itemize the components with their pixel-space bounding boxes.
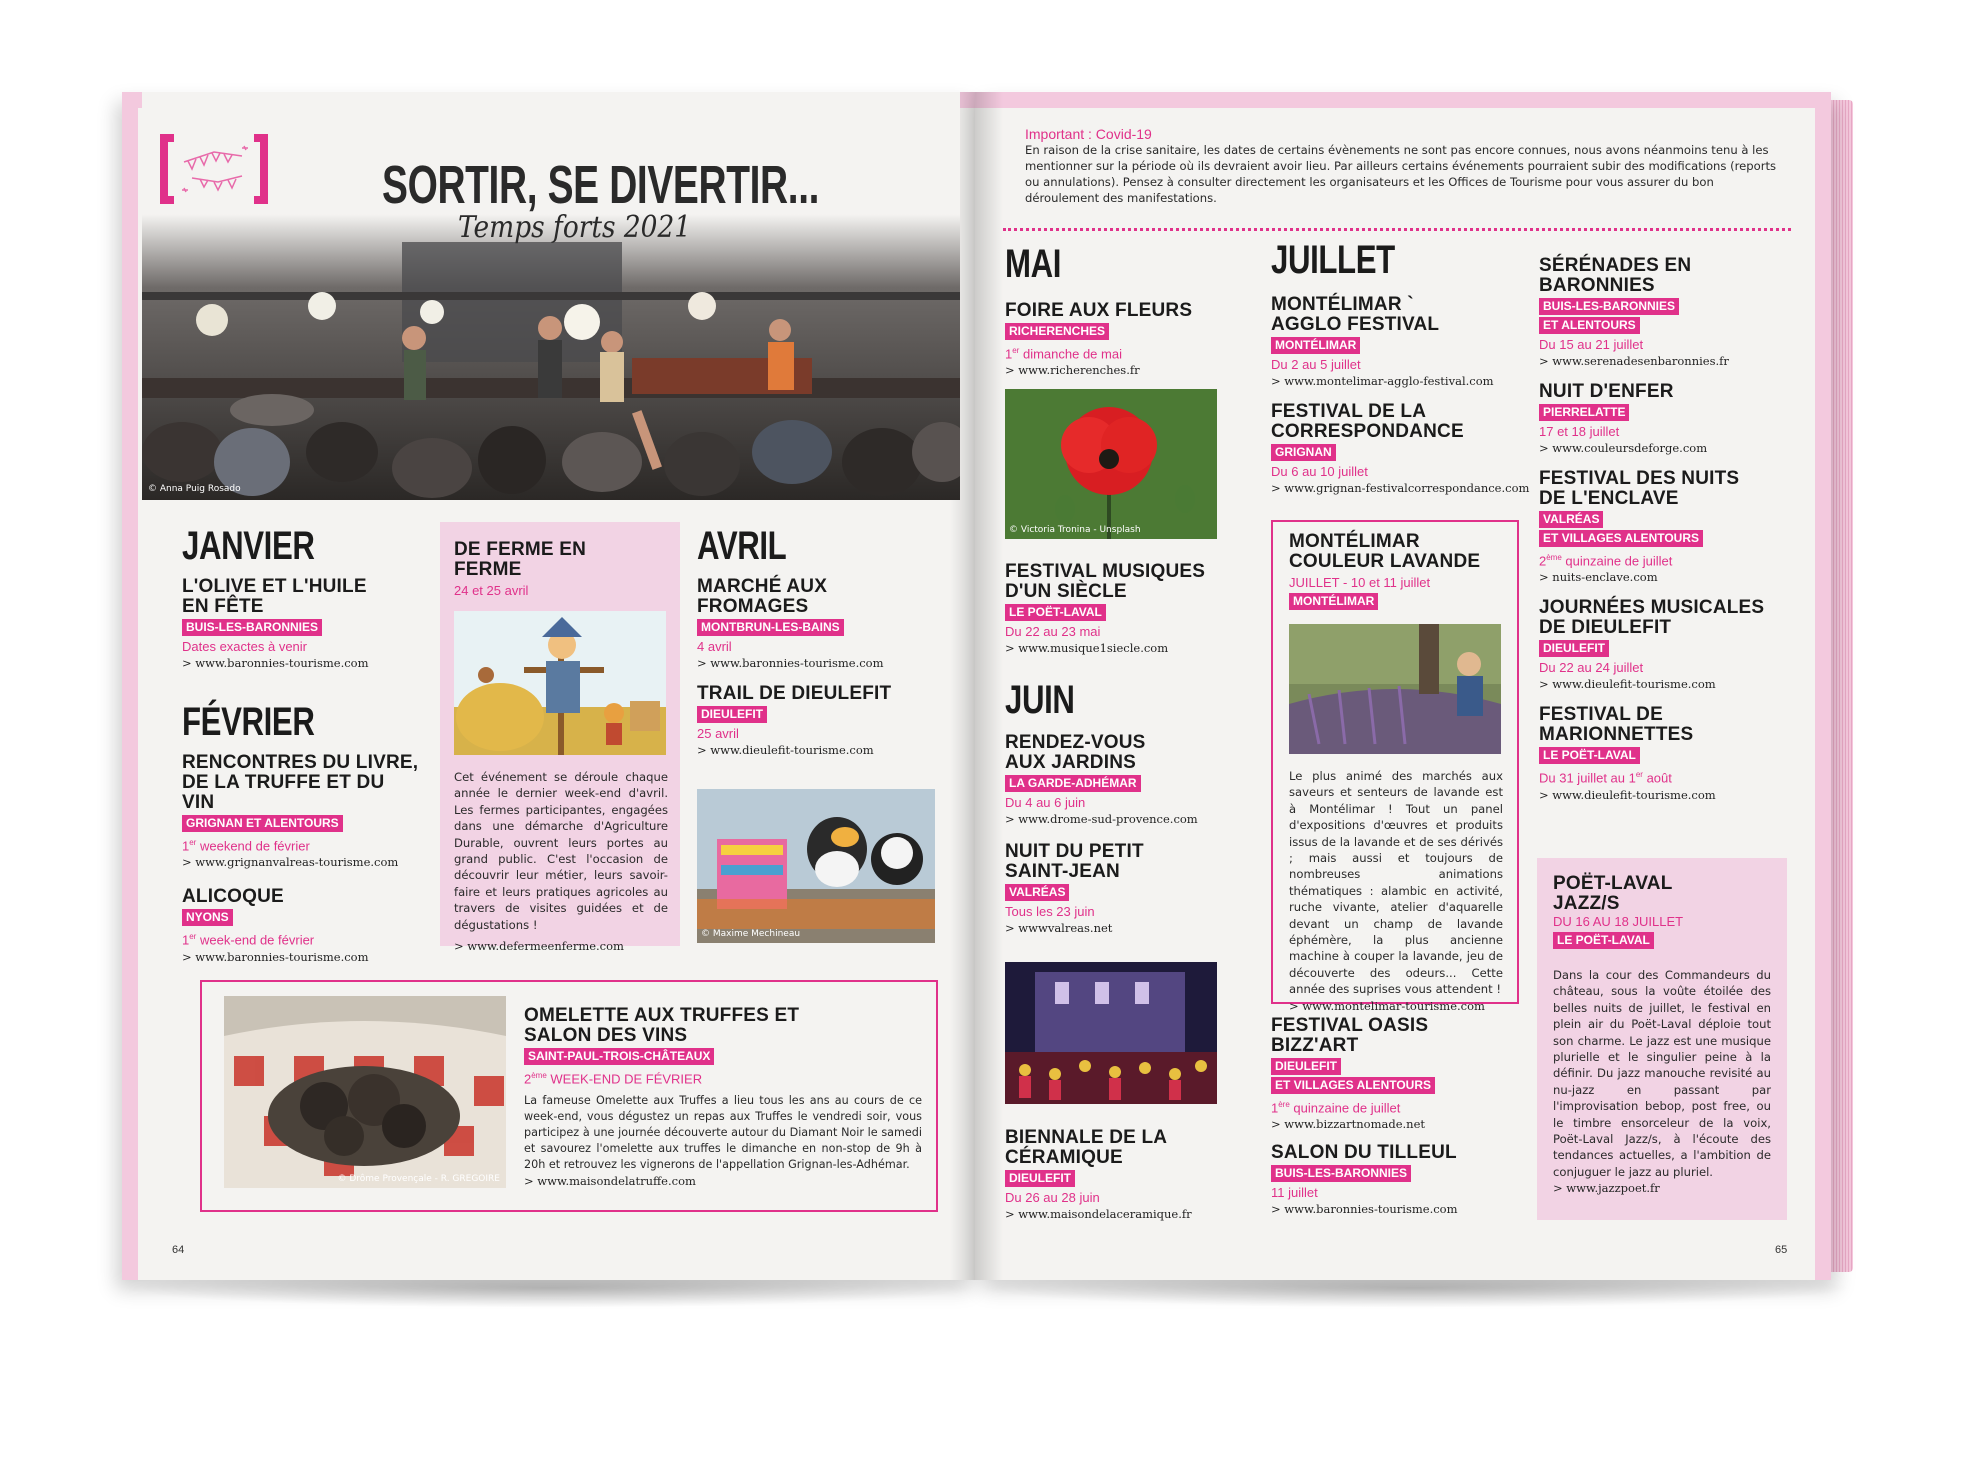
- event-date: Du 4 au 6 juin: [1005, 795, 1086, 810]
- event-date: Du 6 au 10 juillet: [1271, 464, 1368, 479]
- event-title: JOURNÉES MUSICALES DE DIEULEFIT: [1539, 597, 1765, 639]
- event-date: Du 31 juillet au 1er août: [1539, 770, 1672, 786]
- event-title: NUIT DU PETIT SAINT-JEAN: [1005, 841, 1144, 882]
- section-mai: [1005, 242, 1245, 377]
- event-url[interactable]: > www.dieulefit-tourisme.com: [1539, 677, 1716, 692]
- location-tag: LE POËT-LAVAL: [1539, 747, 1640, 764]
- event-url[interactable]: > www.maisondelaceramique.fr: [1005, 1207, 1192, 1221]
- event-url[interactable]: > www.richerenches.fr: [1005, 363, 1140, 378]
- event-title: FESTIVAL OASIS BIZZ'ART: [1271, 1015, 1429, 1056]
- event-url[interactable]: > www.serenadesenbaronnies.fr: [1539, 354, 1729, 368]
- event-url[interactable]: > www.maisondelatruffe.com: [524, 1174, 696, 1189]
- event-title: MONTÉLIMAR ` AGGLO FESTIVAL: [1271, 294, 1440, 335]
- page-title: SORTIR, SE DIVERTIR...: [382, 155, 820, 215]
- location-tag: DIEULEFIT: [697, 706, 767, 723]
- event-title: ALICOQUE: [182, 886, 284, 908]
- location-tag: PIERRELATTE: [1539, 404, 1629, 421]
- location-tag: ET VILLAGES ALENTOURS: [1539, 530, 1703, 547]
- event-date: Du 26 au 28 juin: [1005, 1190, 1100, 1205]
- event-date: 1er week-end de février: [182, 932, 315, 948]
- month-heading: JANVIER: [182, 524, 315, 568]
- event-title: FESTIVAL MUSIQUES D'UN SIÈCLE: [1005, 561, 1206, 602]
- location-tag: ET VILLAGES ALENTOURS: [1271, 1077, 1435, 1094]
- section-janvier: [182, 524, 432, 670]
- event-url[interactable]: > www.defermeenferme.com: [454, 939, 624, 954]
- event-title: FESTIVAL DE MARIONNETTES: [1539, 704, 1694, 746]
- parade-photo-credit: © Maxime Mechineau: [701, 929, 801, 939]
- event-date: 24 et 25 avril: [454, 583, 529, 598]
- page-number: 64: [172, 1244, 185, 1256]
- event-date: Du 22 au 23 mai: [1005, 624, 1101, 639]
- location-tag: ET ALENTOURS: [1539, 317, 1640, 334]
- location-tag: DIEULEFIT: [1271, 1058, 1341, 1075]
- section-ferme: [454, 540, 668, 953]
- saint-jean-photo: [1005, 962, 1217, 1104]
- location-tag: MONTÉLIMAR: [1289, 593, 1378, 610]
- event-title: TRAIL DE DIEULEFIT: [697, 683, 892, 704]
- event-title: L'OLIVE ET L'HUILE EN FÊTE: [182, 576, 367, 617]
- hero-photo-credit: © Anna Puig Rosado: [148, 484, 241, 494]
- jazz-description: Dans la cour des Commandeurs du château, sous la voûte étoilée des belles nuits de juillet, le festival en plein air du Poët-Laval déploie tout son charme. Le jazz est une musique plurielle et le singulier peine à la définir. Du jazz manouche revisité au nu-jazz en passant par l'improvisation bebop, post free, ou le timbre ensorceleur de la voix, Poët-Laval Jazz/s, à l'écoute des tendances actuelles, a l'ambition de conjuguer le jazz au pluriel.: [1553, 968, 1771, 1179]
- covid-notice: [1025, 126, 1777, 206]
- event-date: 2ème quinzaine de juillet: [1539, 553, 1673, 569]
- left-pink-side: [122, 92, 138, 1280]
- right-pink-side: [1815, 92, 1831, 1280]
- event-url[interactable]: > www.baronnies-tourisme.com: [182, 656, 369, 670]
- page-subtitle: Temps forts 2021: [458, 210, 692, 245]
- event-url[interactable]: > www.couleursdeforge.com: [1539, 441, 1708, 455]
- truffle-photo-credit: © Drôme Provençale - R. GREGOIRE: [337, 1174, 500, 1184]
- event-date: 17 et 18 juillet: [1539, 424, 1620, 439]
- event-title: POËT-LAVAL JAZZ/S: [1553, 873, 1673, 914]
- event-title: RENCONTRES DU LIVRE, DE LA TRUFFE ET DU VIN: [182, 752, 419, 813]
- event-title: FOIRE AUX FLEURS: [1005, 300, 1193, 321]
- event-url[interactable]: > www.baronnies-tourisme.com: [1271, 1202, 1458, 1217]
- lavande-description: Le plus animé des marchés aux saveurs et senteurs de lavande est à Montélimar ! Tout un panel d'expositions d'œuvres et produits issus de la lavande et de ses dérivés ; mais aussi et toujours de nombreuses animations thématiques : alambic en activité, ruche vivante, atelier d'aquarelle devant un champ de lavande éphémère, la plus ancienne machine à couper la lavande, jeu de découverte des odeurs... Cette année des suprises vous attendent !: [1289, 769, 1503, 997]
- right-pink-band: [975, 92, 1831, 108]
- left-page: [122, 92, 978, 1280]
- event-date: 1ère quinzaine de juillet: [1271, 1100, 1401, 1116]
- event-title: FESTIVAL DE LA CORRESPONDANCE: [1271, 401, 1464, 442]
- event-date: 4 avril: [697, 639, 732, 654]
- location-tag: MONTÉLIMAR: [1271, 337, 1360, 354]
- location-tag: MONTBRUN-LES-BAINS: [697, 619, 844, 636]
- event-url[interactable]: > wwwvalreas.net: [1005, 921, 1113, 935]
- omelette-description: La fameuse Omelette aux Truffes a lieu tous les ans au cours de ce week-end, vous dégustez un repas aux Truffes le vendredi soir, vous participez à une journée découverte autour du Diamant Noir le samedi et savourez l'omelette aux truffes le dimanche en non-stop de 9h à 20h et retrouvez les vignerons de l'appellation Grignan-les-Adhémar.: [524, 1094, 922, 1172]
- event-date: Tous les 23 juin: [1005, 904, 1095, 919]
- month-heading: FÉVRIER: [182, 700, 315, 744]
- covid-title: Important : Covid-19: [1025, 126, 1152, 142]
- event-title: RENDEZ-VOUS AUX JARDINS: [1005, 732, 1146, 773]
- event-title: SÉRÉNADES EN BARONNIES: [1539, 255, 1692, 296]
- event-url[interactable]: > www.bizzartnomade.net: [1271, 1117, 1425, 1132]
- event-date: Du 15 au 21 juillet: [1539, 337, 1644, 352]
- event-date: DU 16 AU 18 JUILLET: [1553, 914, 1684, 929]
- lavender-photo: [1289, 624, 1501, 754]
- section-omelette: [524, 1006, 922, 1188]
- event-date: Dates exactes à venir: [182, 639, 308, 654]
- right-page: [975, 92, 1831, 1280]
- event-date: 1er weekend de février: [182, 838, 310, 854]
- event-date: JUILLET - 10 et 11 juillet: [1289, 575, 1431, 590]
- event-date: 25 avril: [697, 726, 739, 741]
- location-tag: DIEULEFIT: [1005, 1170, 1075, 1187]
- event-url[interactable]: > www.montelimar-tourisme.com: [1289, 998, 1485, 1013]
- event-title: OMELETTE AUX TRUFFES ET SALON DES VINS: [524, 1005, 800, 1046]
- location-tag: BUIS-LES-BARONNIES: [1539, 298, 1679, 315]
- event-url[interactable]: > www.montelimar-agglo-festival.com: [1271, 374, 1494, 388]
- event-date: 1er dimanche de mai: [1005, 346, 1122, 362]
- poppy-photo-credit: © Victoria Tronina - Unsplash: [1009, 525, 1141, 535]
- event-title: SALON DU TILLEUL: [1271, 1142, 1457, 1164]
- parade-photo: [697, 789, 935, 943]
- event-url[interactable]: > www.baronnies-tourisme.com: [182, 949, 369, 964]
- event-url[interactable]: > www.dieulefit-tourisme.com: [1539, 787, 1716, 802]
- ferme-description: Cet événement se déroule chaque année le dernier week-end d'avril. Les fermes participantes, engagées dans une démarche d'Agriculture Durable, ouvrent leurs portes au grand public. C'est l'occasion de découvrir leur métier, leurs savoir-faire et leurs pratiques agricoles au travers de visites guidées et de dégustations !: [454, 770, 668, 932]
- event-url[interactable]: > www.baronnies-tourisme.com: [697, 656, 884, 670]
- month-heading: JUILLET: [1271, 238, 1395, 282]
- event-title: NUIT D'ENFER: [1539, 381, 1674, 402]
- section-lavande: [1289, 532, 1503, 1013]
- section-juin: [1005, 678, 1245, 935]
- location-tag: VALRÉAS: [1539, 511, 1603, 528]
- covid-text: En raison de la crise sanitaire, les dates de certains évènements ne sont pas encore connues, nous avons néanmoins tenu à les mentionner sur la période où ils devraient avoir lieu. Par ailleurs certains événements pourraient subir des modifications (reports ou annulations). Pensez à consulter directement les organisateurs et les Offices de Tourisme pour vous assurer du bon déroulement des manifestations.: [1025, 143, 1777, 205]
- month-heading: JUIN: [1005, 678, 1075, 722]
- section-avril: [697, 524, 947, 757]
- section-mai-2: [1005, 562, 1245, 655]
- poppy-photo: [1005, 389, 1217, 539]
- event-url[interactable]: > www.drome-sud-provence.com: [1005, 812, 1198, 826]
- festive-logo-icon: [156, 132, 272, 206]
- location-tag: BUIS-LES-BARONNIES: [182, 619, 322, 636]
- truffle-basket-photo: [224, 996, 506, 1188]
- event-date: Du 22 au 24 juillet: [1539, 660, 1644, 676]
- section-juillet-col3: [1539, 256, 1789, 802]
- month-heading: AVRIL: [697, 524, 787, 568]
- event-title: DE FERME EN FERME: [454, 539, 587, 580]
- location-tag: LA GARDE-ADHÉMAR: [1005, 775, 1141, 792]
- page-edges: [1831, 100, 1853, 1272]
- event-url[interactable]: > nuits-enclave.com: [1539, 570, 1658, 585]
- section-juillet-3: [1271, 1016, 1521, 1216]
- event-url[interactable]: > www.grignan-festivalcorrespondance.com: [1271, 481, 1530, 495]
- month-heading: MAI: [1005, 242, 1062, 286]
- event-date: 11 juillet: [1271, 1185, 1318, 1201]
- event-url[interactable]: > www.grignanvalreas-tourisme.com: [182, 855, 399, 870]
- location-tag: NYONS: [182, 909, 233, 926]
- section-jazz: [1553, 874, 1771, 1195]
- location-tag: GRIGNAN: [1271, 444, 1336, 461]
- event-date: Du 2 au 5 juillet: [1271, 357, 1361, 372]
- section-juin-3: [1005, 1128, 1245, 1221]
- event-title: MONTÉLIMAR COULEUR LAVANDE: [1289, 531, 1481, 572]
- event-url[interactable]: > www.musique1siecle.com: [1005, 641, 1169, 655]
- location-tag: SAINT-PAUL-TROIS-CHÂTEAUX: [524, 1048, 714, 1065]
- scarecrow-illustration: [454, 611, 666, 755]
- location-tag: BUIS-LES-BARONNIES: [1271, 1165, 1411, 1182]
- location-tag: LE POËT-LAVAL: [1553, 932, 1654, 949]
- event-url[interactable]: > www.dieulefit-tourisme.com: [697, 743, 874, 757]
- page-number: 65: [1775, 1244, 1788, 1256]
- event-title: BIENNALE DE LA CÉRAMIQUE: [1005, 1127, 1167, 1168]
- event-url[interactable]: > www.jazzpoet.fr: [1553, 1181, 1660, 1196]
- location-tag: LE POËT-LAVAL: [1005, 604, 1106, 621]
- section-juillet: [1271, 238, 1530, 495]
- location-tag: VALRÉAS: [1005, 884, 1069, 901]
- location-tag: DIEULEFIT: [1539, 640, 1609, 657]
- location-tag: GRIGNAN ET ALENTOURS: [182, 815, 343, 832]
- location-tag: RICHERENCHES: [1005, 323, 1109, 340]
- event-date: 2ème WEEK-END DE FÉVRIER: [524, 1071, 703, 1087]
- event-title: FESTIVAL DES NUITS DE L'ENCLAVE: [1539, 468, 1740, 509]
- dotted-divider: [1003, 228, 1791, 231]
- section-fevrier: [182, 700, 432, 964]
- event-title: MARCHÉ AUX FROMAGES: [697, 576, 828, 617]
- right-gutter-shadow: [975, 92, 1003, 1280]
